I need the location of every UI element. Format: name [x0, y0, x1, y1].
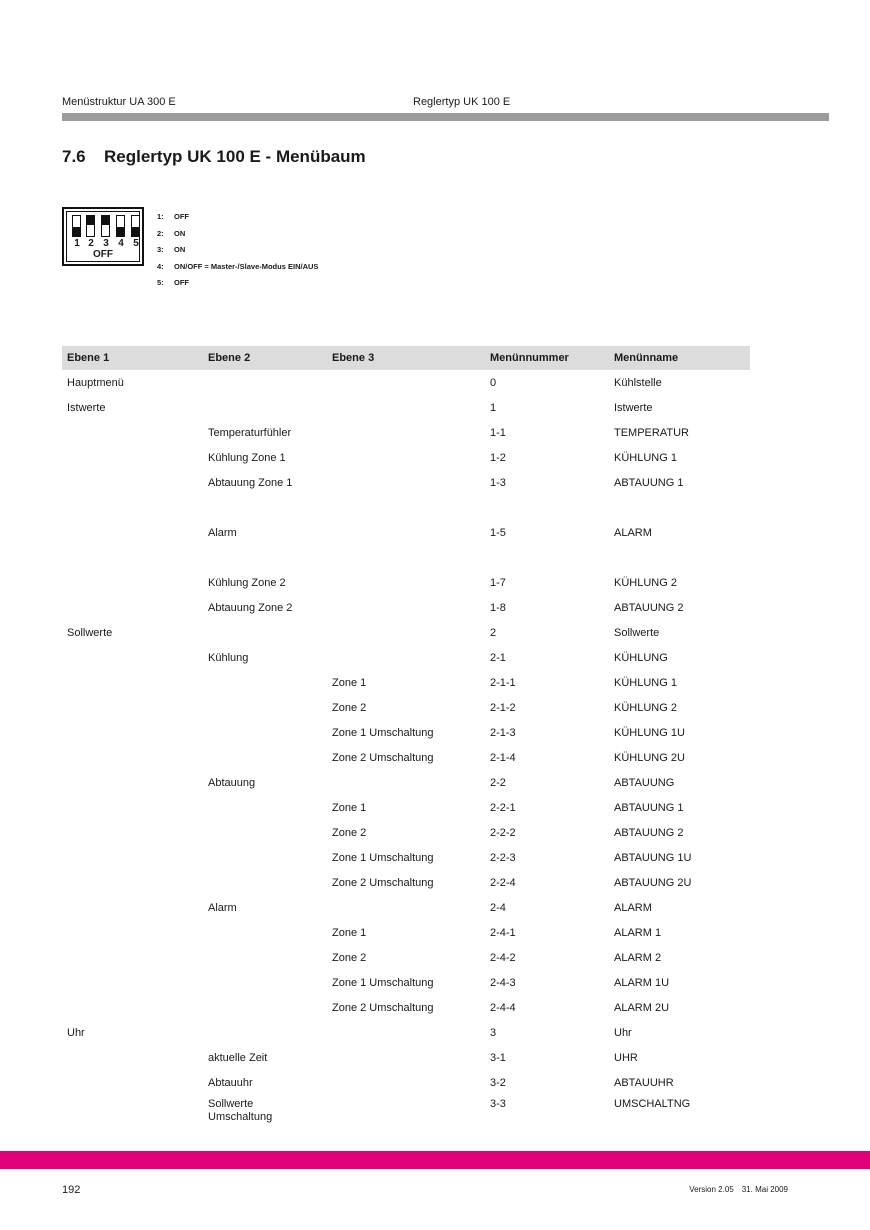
dip-legend-value: ON/OFF = Master-/Slave-Modus EIN/AUS — [174, 261, 319, 271]
cell-level-1 — [62, 420, 203, 445]
cell-menu-name: UHR — [614, 1051, 638, 1064]
cell-level-1 — [62, 895, 203, 920]
section-title-text: Reglertyp UK 100 E - Menübaum — [104, 147, 366, 166]
cell-level-3 — [327, 445, 485, 470]
dip-legend-key: 3: — [157, 245, 164, 255]
cell-menu-name: KÜHLUNG 2U — [614, 751, 685, 764]
cell-menu-number: 2-4 — [490, 901, 506, 914]
cell-menu-name: ALARM 2 — [614, 951, 662, 964]
cell-menu-name — [609, 545, 750, 570]
cell-menu-name: ALARM — [614, 901, 652, 914]
cell-level-2: Abtauung Zone 1 — [208, 476, 293, 489]
cell-level-3: Zone 2 Umschaltung — [332, 1001, 434, 1014]
cell-level-2 — [203, 1020, 327, 1045]
cell-menu-number: 1-7 — [490, 576, 506, 589]
cell-menu-number: 3 — [490, 1026, 497, 1039]
cell-menu-name: KÜHLUNG 2 — [614, 701, 677, 714]
cell-level-2 — [203, 845, 327, 870]
cell-level-1 — [62, 870, 203, 895]
table-row — [62, 695, 750, 720]
header-level-1: Ebene 1 — [62, 346, 203, 370]
table-row — [62, 870, 750, 895]
header-menu-number: Menünnummer — [485, 346, 609, 370]
table-row — [62, 820, 750, 845]
dip-switch-knob — [87, 216, 94, 225]
cell-level-3 — [327, 570, 485, 595]
cell-menu-number: 2-4-2 — [490, 951, 516, 964]
cell-level-1 — [62, 570, 203, 595]
cell-menu-name: ABTAUUNG 1 — [614, 801, 684, 814]
menu-tree-table — [62, 346, 750, 1124]
cell-menu-number — [485, 545, 609, 570]
cell-level-3 — [327, 1095, 485, 1124]
header-controller-type: Reglertyp UK 100 E — [413, 96, 511, 108]
dip-legend-row — [157, 229, 318, 246]
table-row — [62, 370, 750, 395]
table-row — [62, 1020, 750, 1045]
cell-level-1 — [62, 770, 203, 795]
cell-menu-number: 2-1-4 — [490, 751, 516, 764]
cell-menu-name: TEMPERATUR — [614, 426, 689, 439]
dip-switch-number: 1 — [74, 238, 80, 249]
cell-level-1 — [62, 545, 203, 570]
cell-level-3 — [327, 1020, 485, 1045]
cell-menu-name: ABTAUUNG — [614, 776, 675, 789]
table-row — [62, 495, 750, 520]
cell-level-1: Uhr — [67, 1026, 85, 1039]
cell-level-1: Hauptmenü — [67, 376, 124, 389]
cell-level-1: Istwerte — [67, 401, 106, 414]
cell-level-2: Sollwerte Umschaltung — [208, 1098, 273, 1123]
page-title — [62, 147, 366, 167]
cell-menu-name: Istwerte — [614, 401, 653, 414]
dip-switch-number: 2 — [88, 238, 94, 249]
cell-menu-number: 2-1 — [490, 651, 506, 664]
cell-level-2 — [203, 995, 327, 1020]
table-row — [62, 895, 750, 920]
dip-switch-3 — [101, 215, 110, 237]
cell-menu-name: ALARM — [614, 526, 652, 539]
cell-level-1 — [62, 945, 203, 970]
cell-menu-number: 2-4-3 — [490, 976, 516, 989]
cell-level-3 — [327, 520, 485, 545]
cell-level-2 — [203, 395, 327, 420]
header-divider-bar — [62, 113, 829, 121]
cell-level-3 — [327, 1070, 485, 1095]
dip-switch-1 — [72, 215, 81, 237]
cell-menu-number: 1-1 — [490, 426, 506, 439]
cell-menu-number: 2-4-4 — [490, 1001, 516, 1014]
cell-level-2: Abtauung Zone 2 — [208, 601, 293, 614]
cell-level-3: Zone 2 Umschaltung — [332, 876, 434, 889]
table-row — [62, 570, 750, 595]
table-row — [62, 520, 750, 545]
header-section-title: Menüstruktur UA 300 E — [62, 96, 176, 108]
cell-level-3: Zone 2 — [332, 951, 367, 964]
cell-level-2 — [203, 945, 327, 970]
cell-level-2: Temperaturfühler — [208, 426, 292, 439]
cell-level-3: Zone 2 Umschaltung — [332, 751, 434, 764]
dip-switch-diagram — [62, 207, 144, 266]
table-row — [62, 420, 750, 445]
dip-switch-5 — [131, 215, 140, 237]
table-row — [62, 1095, 750, 1124]
table-row — [62, 470, 750, 495]
version-date: 31. Mai 2009 — [741, 1185, 788, 1194]
dip-legend-row — [157, 245, 318, 262]
cell-menu-number: 1-5 — [490, 526, 506, 539]
cell-level-2: Abtauung — [208, 776, 256, 789]
cell-level-3 — [327, 370, 485, 395]
table-row — [62, 1070, 750, 1095]
dip-legend-row — [157, 278, 318, 295]
cell-menu-name: ABTAUUNG 2 — [614, 601, 684, 614]
header-level-3: Ebene 3 — [327, 346, 485, 370]
cell-menu-number: 2-1-2 — [490, 701, 516, 714]
cell-level-3 — [327, 395, 485, 420]
table-row — [62, 845, 750, 870]
cell-menu-name: Sollwerte — [614, 626, 660, 639]
dip-switch-knob — [132, 227, 139, 236]
table-row — [62, 545, 750, 570]
cell-menu-name: KÜHLUNG 1 — [614, 676, 677, 689]
table-row — [62, 595, 750, 620]
cell-level-1 — [62, 670, 203, 695]
cell-level-2: Kühlung Zone 1 — [208, 451, 286, 464]
cell-menu-number: 3-3 — [490, 1098, 506, 1110]
cell-level-3: Zone 1 Umschaltung — [332, 851, 434, 864]
cell-menu-number: 2-1-1 — [490, 676, 516, 689]
cell-menu-number: 3-2 — [490, 1076, 506, 1089]
cell-menu-name: UMSCHALTNG — [614, 1098, 691, 1110]
cell-level-3: Zone 2 — [332, 826, 367, 839]
cell-menu-number: 0 — [490, 376, 497, 389]
cell-level-1 — [62, 1095, 203, 1124]
table-row — [62, 720, 750, 745]
cell-menu-number: 2-2-1 — [490, 801, 516, 814]
dip-switch-4 — [116, 215, 125, 237]
footer-accent-bar — [0, 1151, 870, 1169]
cell-level-3: Zone 1 Umschaltung — [332, 726, 434, 739]
cell-level-3 — [327, 595, 485, 620]
dip-legend-row — [157, 212, 318, 229]
cell-menu-number — [485, 495, 609, 520]
cell-level-3 — [327, 895, 485, 920]
dip-switch-2 — [86, 215, 95, 237]
cell-menu-number: 2-2-3 — [490, 851, 516, 864]
cell-level-3 — [327, 495, 485, 520]
table-row — [62, 1045, 750, 1070]
cell-menu-number: 1 — [490, 401, 497, 414]
cell-level-2 — [203, 620, 327, 645]
cell-level-2 — [203, 920, 327, 945]
cell-menu-name: ABTAUUNG 2 — [614, 826, 684, 839]
cell-level-3: Zone 1 Umschaltung — [332, 976, 434, 989]
cell-level-3 — [327, 470, 485, 495]
cell-menu-number: 3-1 — [490, 1051, 506, 1064]
cell-level-2: Alarm — [208, 526, 237, 539]
cell-level-1 — [62, 445, 203, 470]
cell-menu-number: 2 — [490, 626, 497, 639]
cell-menu-name: ALARM 1 — [614, 926, 662, 939]
cell-level-3: Zone 2 — [332, 701, 367, 714]
cell-level-2: Abtauuhr — [208, 1076, 253, 1089]
dip-switch-off-label: OFF — [93, 249, 113, 260]
dip-switch-legend — [157, 212, 318, 295]
cell-level-1 — [62, 695, 203, 720]
cell-level-2 — [203, 695, 327, 720]
cell-level-1 — [62, 820, 203, 845]
cell-menu-name: ALARM 2U — [614, 1001, 670, 1014]
dip-switch-knob — [73, 227, 80, 236]
table-row — [62, 920, 750, 945]
cell-level-2 — [203, 495, 327, 520]
cell-level-1 — [62, 645, 203, 670]
dip-legend-value: ON — [174, 228, 186, 238]
cell-menu-number: 1-2 — [490, 451, 506, 464]
table-row — [62, 745, 750, 770]
cell-level-1 — [62, 1045, 203, 1070]
table-row — [62, 795, 750, 820]
table-header-row — [62, 346, 750, 370]
dip-switch-knob — [117, 227, 124, 236]
cell-level-2 — [203, 745, 327, 770]
cell-level-3 — [327, 645, 485, 670]
cell-menu-number: 2-4-1 — [490, 926, 516, 939]
cell-menu-name: ABTAUUNG 2U — [614, 876, 692, 889]
cell-level-1 — [62, 720, 203, 745]
cell-level-3 — [327, 545, 485, 570]
cell-level-1 — [62, 495, 203, 520]
cell-level-2: Kühlung Zone 2 — [208, 576, 286, 589]
table-row — [62, 445, 750, 470]
page-number: 192 — [62, 1184, 81, 1196]
cell-level-3: Zone 1 — [332, 801, 367, 814]
cell-level-1 — [62, 595, 203, 620]
cell-level-1 — [62, 795, 203, 820]
table-row — [62, 770, 750, 795]
cell-menu-name: KÜHLUNG 1 — [614, 451, 677, 464]
table-row — [62, 620, 750, 645]
cell-menu-name: ALARM 1U — [614, 976, 670, 989]
cell-menu-number: 2-2-4 — [490, 876, 516, 889]
dip-legend-row — [157, 262, 318, 279]
cell-menu-number: 2-2 — [490, 776, 506, 789]
cell-menu-name: ABTAUUNG 1U — [614, 851, 692, 864]
cell-level-1 — [62, 845, 203, 870]
cell-menu-name — [609, 495, 750, 520]
version-info — [689, 1185, 788, 1194]
table-row — [62, 670, 750, 695]
cell-level-2 — [203, 870, 327, 895]
version-number: Version 2.05 — [689, 1185, 734, 1194]
cell-level-2: Kühlung — [208, 651, 249, 664]
section-number: 7.6 — [62, 147, 86, 166]
cell-menu-number: 2-2-2 — [490, 826, 516, 839]
header-menu-name: Menünname — [609, 346, 750, 370]
cell-menu-number: 2-1-3 — [490, 726, 516, 739]
cell-menu-name: KÜHLUNG 1U — [614, 726, 685, 739]
cell-level-3 — [327, 420, 485, 445]
dip-switch-number: 3 — [103, 238, 109, 249]
cell-level-1 — [62, 970, 203, 995]
cell-level-1 — [62, 995, 203, 1020]
cell-level-2 — [203, 820, 327, 845]
cell-level-2 — [203, 670, 327, 695]
table-row — [62, 970, 750, 995]
dip-legend-key: 5: — [157, 278, 164, 288]
table-row — [62, 395, 750, 420]
cell-level-2: aktuelle Zeit — [208, 1051, 268, 1064]
cell-level-1 — [62, 745, 203, 770]
dip-legend-key: 2: — [157, 228, 164, 238]
cell-level-3: Zone 1 — [332, 926, 367, 939]
table-row — [62, 645, 750, 670]
cell-level-1 — [62, 470, 203, 495]
dip-legend-key: 1: — [157, 212, 164, 221]
cell-level-3: Zone 1 — [332, 676, 367, 689]
cell-level-2 — [203, 545, 327, 570]
table-row — [62, 995, 750, 1020]
dip-switch-knob — [102, 216, 109, 225]
cell-level-1 — [62, 1070, 203, 1095]
cell-menu-name: Uhr — [614, 1026, 632, 1039]
dip-legend-value: OFF — [174, 212, 189, 221]
cell-menu-number: 1-3 — [490, 476, 506, 489]
cell-level-3 — [327, 770, 485, 795]
dip-legend-value: OFF — [174, 278, 189, 288]
cell-menu-name: KÜHLUNG 2 — [614, 576, 677, 589]
table-row — [62, 945, 750, 970]
dip-legend-key: 4: — [157, 261, 164, 271]
cell-level-3 — [327, 620, 485, 645]
cell-menu-name: ABTAUUHR — [614, 1076, 674, 1089]
cell-menu-name: ABTAUUNG 1 — [614, 476, 684, 489]
header-level-2: Ebene 2 — [203, 346, 327, 370]
cell-level-1 — [62, 520, 203, 545]
cell-menu-name: Kühlstelle — [614, 376, 662, 389]
cell-level-2: Alarm — [208, 901, 237, 914]
cell-level-2 — [203, 720, 327, 745]
cell-level-3 — [327, 1045, 485, 1070]
dip-legend-value: ON — [174, 245, 186, 255]
dip-switch-number: 5 — [133, 238, 139, 249]
dip-switch-number: 4 — [118, 238, 124, 249]
cell-menu-number: 1-8 — [490, 601, 506, 614]
cell-level-2 — [203, 795, 327, 820]
cell-menu-name: KÜHLUNG — [614, 651, 668, 664]
cell-level-1 — [62, 920, 203, 945]
cell-level-1: Sollwerte — [67, 626, 113, 639]
cell-level-2 — [203, 970, 327, 995]
cell-level-2 — [203, 370, 327, 395]
